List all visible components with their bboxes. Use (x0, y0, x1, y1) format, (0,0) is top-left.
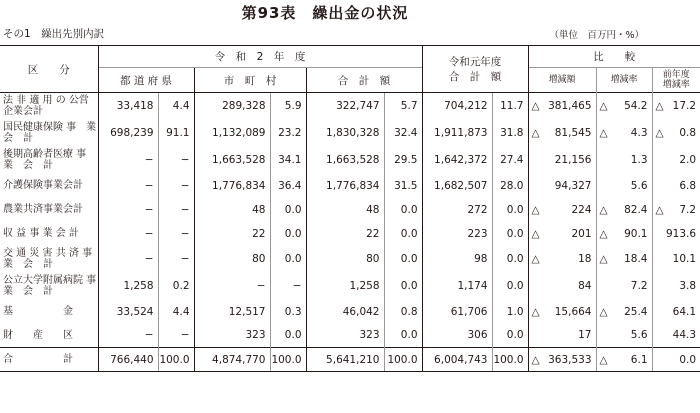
cell-muni-pct: 5.9 (270, 93, 306, 120)
cell-diff (528, 198, 596, 222)
cell-muni-pct: 0.0 (270, 324, 306, 348)
value: 6.1 (630, 353, 648, 366)
cell-total-pct: 0.0 (384, 324, 422, 348)
cell-diff (528, 300, 596, 324)
cell-r1-pct: 0.0 (492, 273, 528, 300)
table-row (0, 300, 700, 324)
cell-pref-pct: − (158, 246, 194, 273)
negative-mark: △ (599, 253, 608, 265)
negative-mark: △ (599, 203, 608, 216)
cell-rate (596, 93, 652, 120)
cell-diff (528, 324, 596, 348)
cell-pref: − (98, 222, 158, 246)
row-label: 国民健康保険 事 業 会 計 (3, 122, 107, 144)
cell-r1-pct: 0.0 (492, 198, 528, 222)
cell-pref: − (98, 324, 158, 348)
value: 64.1 (672, 305, 697, 318)
cell-r1: 223 (422, 222, 492, 246)
negative-mark: △ (599, 127, 608, 139)
negative-mark: △ (655, 203, 664, 216)
cell-muni-pct: 100.0 (270, 348, 306, 372)
value: 5.6 (630, 329, 648, 342)
cell-r1: 272 (422, 198, 492, 222)
cell-pref: 1,258 (98, 273, 158, 300)
cell-prev (652, 147, 700, 174)
cell-muni-pct: 0.0 (270, 246, 306, 273)
cell-rate (596, 222, 652, 246)
row-label: 法 非 適 用 の 公営企業会計 (0, 93, 98, 120)
cell-prev (652, 300, 700, 324)
cell-total-pct: 100.0 (384, 348, 422, 372)
cell-r1: 704,212 (422, 93, 492, 120)
table-subtitle: その1 繰出先別内訳 (3, 28, 105, 40)
header-r1-line2: 合 計 額 (448, 71, 502, 83)
cell-pref-pct: − (158, 174, 194, 198)
cell-total: 5,641,210 (306, 348, 384, 372)
table-body (0, 93, 700, 372)
negative-mark: △ (531, 127, 540, 139)
cell-prev (652, 324, 700, 348)
header-prev-change-rate (652, 68, 700, 93)
cell-total-pct: 32.4 (384, 120, 422, 147)
value: 6.8 (679, 179, 697, 192)
cell-r1-pct: 1.0 (492, 300, 528, 324)
header-change-amount: 増減額 (528, 68, 596, 93)
cell-r1: 1,682,507 (422, 174, 492, 198)
cell-muni-pct: − (270, 273, 306, 300)
cell-total-pct: 31.5 (384, 174, 422, 198)
cell-muni-pct: 23.2 (270, 120, 306, 147)
cell-total-pct: 0.8 (384, 300, 422, 324)
header-change-rate: 増減率 (596, 68, 652, 93)
cell-diff (528, 348, 596, 372)
cell-pref: − (98, 198, 158, 222)
cell-total: 1,663,528 (306, 147, 384, 174)
cell-r1: 6,004,743 (422, 348, 492, 372)
value: 54.2 (624, 100, 648, 113)
value: 363,533 (548, 353, 592, 366)
cell-r1: 98 (422, 246, 492, 273)
cell-prev (652, 246, 700, 273)
cell-muni-pct: 0.0 (270, 222, 306, 246)
table-row (0, 93, 700, 120)
value: 44.3 (672, 329, 697, 342)
cell-pref: − (98, 246, 158, 273)
row-label: 交 通 災 害 共 済 事 業 会 計 (3, 248, 103, 270)
value: 82.4 (624, 203, 648, 216)
cell-r1-pct: 100.0 (492, 348, 528, 372)
cell-pref: 698,239 (98, 120, 158, 147)
table-row (0, 348, 700, 372)
header-r1 (422, 46, 528, 93)
cell-muni-pct: 0.3 (270, 300, 306, 324)
cell-prev (652, 222, 700, 246)
cell-r1: 1,642,372 (422, 147, 492, 174)
cell-rate (596, 174, 652, 198)
cell-muni: 80 (194, 246, 270, 273)
value: 201 (571, 227, 592, 240)
negative-mark: △ (531, 203, 540, 216)
transfer-table (0, 45, 700, 372)
value: 81,545 (554, 127, 592, 139)
cell-muni: 289,328 (194, 93, 270, 120)
cell-pref-pct: − (158, 222, 194, 246)
value: 15,664 (554, 305, 592, 318)
negative-mark: △ (599, 227, 608, 240)
cell-muni: 4,874,770 (194, 348, 270, 372)
cell-total: 1,830,328 (306, 120, 384, 147)
row-label: 収 益 事 業 会 計 (3, 228, 79, 239)
value: 18 (578, 253, 592, 265)
header-category: 区 分 (0, 46, 98, 93)
cell-r1-pct: 0.0 (492, 324, 528, 348)
table-row (0, 198, 700, 222)
value: 94,327 (554, 179, 592, 192)
cell-r1: 306 (422, 324, 492, 348)
cell-pref: − (98, 147, 158, 174)
cell-rate (596, 198, 652, 222)
value: 7.2 (679, 203, 697, 216)
cell-muni-pct: 36.4 (270, 174, 306, 198)
row-label: 公立大学附属病院 事 業 会 計 (3, 275, 107, 297)
negative-mark: △ (599, 305, 608, 318)
cell-diff (528, 246, 596, 273)
header-total: 合 計 額 (306, 68, 422, 93)
value: 7.2 (630, 280, 648, 292)
row-label: 農業共済事業会計 (3, 204, 83, 215)
row-label: 基 金 (3, 306, 73, 317)
cell-diff (528, 273, 596, 300)
cell-pref-pct: 4.4 (158, 300, 194, 324)
negative-mark: △ (531, 227, 540, 240)
negative-mark: △ (531, 100, 540, 113)
cell-muni: 1,776,834 (194, 174, 270, 198)
cell-r1-pct: 31.8 (492, 120, 528, 147)
row-label: 合 計 (0, 348, 98, 372)
value: 0.8 (679, 127, 697, 139)
cell-prev (652, 348, 700, 372)
negative-mark: △ (531, 353, 540, 366)
value: 224 (571, 203, 592, 216)
cell-rate (596, 147, 652, 174)
negative-mark: △ (655, 100, 664, 113)
row-label: 後期高齢者医療 事 業 会 計 (3, 149, 97, 171)
negative-mark: △ (531, 305, 540, 318)
cell-diff (528, 174, 596, 198)
value: 1.3 (630, 154, 648, 166)
cell-pref-pct: 0.2 (158, 273, 194, 300)
cell-muni: 323 (194, 324, 270, 348)
value: 17.2 (672, 100, 697, 113)
cell-diff (528, 147, 596, 174)
cell-r1: 1,174 (422, 273, 492, 300)
cell-total-pct: 5.7 (384, 93, 422, 120)
cell-prev (652, 120, 700, 147)
cell-pref-pct: 100.0 (158, 348, 194, 372)
cell-muni: − (194, 273, 270, 300)
page-title: 第93表 繰出金の状況 (241, 4, 409, 22)
cell-r1-pct: 28.0 (492, 174, 528, 198)
cell-total: 323 (306, 324, 384, 348)
negative-mark: △ (655, 127, 664, 139)
cell-r1-pct: 0.0 (492, 222, 528, 246)
row-label: 介護保険事業会計 (3, 180, 83, 191)
cell-diff (528, 93, 596, 120)
cell-total: 80 (306, 246, 384, 273)
cell-muni: 12,517 (194, 300, 270, 324)
cell-total: 48 (306, 198, 384, 222)
cell-prev (652, 198, 700, 222)
value: 84 (578, 280, 592, 292)
value: 2.0 (679, 154, 697, 166)
cell-total-pct: 0.0 (384, 246, 422, 273)
table-row (0, 324, 700, 348)
value: 3.8 (679, 280, 697, 292)
header-comparison: 比 較 (528, 46, 700, 68)
negative-mark: △ (599, 353, 608, 366)
cell-muni: 22 (194, 222, 270, 246)
value: 90.1 (624, 227, 648, 240)
cell-diff (528, 222, 596, 246)
value: 18.4 (624, 253, 648, 265)
cell-diff (528, 120, 596, 147)
value: 5.6 (630, 179, 648, 192)
value: 21,156 (554, 154, 592, 166)
table-row (0, 273, 700, 300)
cell-prev (652, 174, 700, 198)
cell-rate (596, 246, 652, 273)
value: 381,465 (548, 100, 592, 113)
cell-total: 1,258 (306, 273, 384, 300)
cell-rate (596, 348, 652, 372)
cell-total: 46,042 (306, 300, 384, 324)
cell-total: 22 (306, 222, 384, 246)
cell-pref-pct: 4.4 (158, 93, 194, 120)
table-row (0, 120, 700, 147)
value: 913.6 (665, 227, 697, 240)
negative-mark: △ (531, 253, 540, 265)
cell-total: 1,776,834 (306, 174, 384, 198)
header-prefectures: 都 道 府 県 (98, 68, 194, 93)
value: 10.1 (672, 253, 697, 265)
cell-total-pct: 0.0 (384, 273, 422, 300)
cell-rate (596, 273, 652, 300)
cell-total-pct: 29.5 (384, 147, 422, 174)
cell-total-pct: 0.0 (384, 198, 422, 222)
header-municipalities: 市 町 村 (194, 68, 306, 93)
table-row (0, 222, 700, 246)
row-label: 財 産 区 (3, 329, 73, 341)
cell-r1-pct: 27.4 (492, 147, 528, 174)
value: 17 (578, 329, 592, 342)
cell-muni: 48 (194, 198, 270, 222)
table-row (0, 246, 700, 273)
value: 0.0 (679, 353, 697, 366)
cell-pref: 766,440 (98, 348, 158, 372)
cell-rate (596, 300, 652, 324)
cell-muni: 1,132,089 (194, 120, 270, 147)
header-r1-line1: 令和元年度 (448, 56, 502, 68)
cell-pref-pct: − (158, 147, 194, 174)
cell-pref-pct: − (158, 198, 194, 222)
cell-prev (652, 273, 700, 300)
cell-pref: 33,418 (98, 93, 158, 120)
table-row (0, 174, 700, 198)
cell-rate (596, 120, 652, 147)
cell-pref-pct: − (158, 324, 194, 348)
negative-mark: △ (599, 100, 608, 113)
unit-note: （単位 百万円・%） (549, 30, 644, 41)
cell-prev (652, 93, 700, 120)
cell-r1: 1,911,873 (422, 120, 492, 147)
value: 25.4 (624, 305, 648, 318)
header-prev-line1: 前年度 (662, 70, 690, 80)
cell-r1-pct: 11.7 (492, 93, 528, 120)
cell-r1: 61,706 (422, 300, 492, 324)
header-r2: 令 和 2 年 度 (98, 46, 422, 68)
cell-pref: 33,524 (98, 300, 158, 324)
cell-muni: 1,663,528 (194, 147, 270, 174)
table-row (0, 147, 700, 174)
cell-total-pct: 0.0 (384, 222, 422, 246)
cell-muni-pct: 34.1 (270, 147, 306, 174)
cell-muni-pct: 0.0 (270, 198, 306, 222)
value: 4.3 (630, 127, 648, 139)
cell-rate (596, 324, 652, 348)
cell-total: 322,747 (306, 93, 384, 120)
header-prev-line2: 増減率 (662, 80, 690, 90)
cell-pref: − (98, 174, 158, 198)
cell-pref-pct: 91.1 (158, 120, 194, 147)
cell-r1-pct: 0.0 (492, 246, 528, 273)
